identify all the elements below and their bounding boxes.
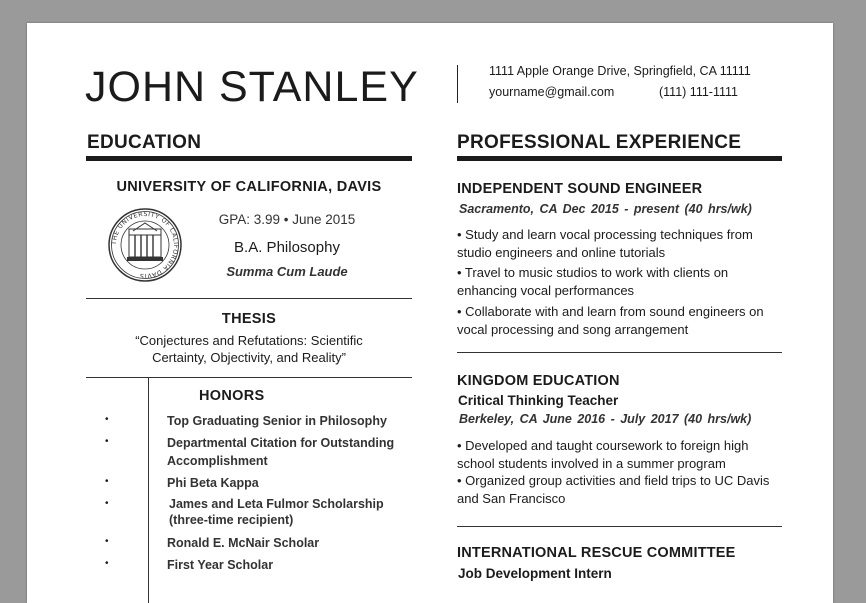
job-title: KINGDOM EDUCATION	[457, 373, 620, 389]
job-divider	[457, 352, 782, 353]
honor-item: Departmental Citation for Outstanding Accomplishment	[167, 436, 395, 468]
resume-page	[27, 23, 833, 603]
experience-rule	[457, 156, 782, 161]
job-meta: Berkeley, CA June 2016 - July 2017 (40 hrs/wk)	[459, 412, 752, 426]
email[interactable]: yourname@gmail.com	[489, 85, 615, 99]
thesis-line-1: “Conjectures and Refutations: Scientific	[135, 333, 363, 348]
job-bullet: • Developed and taught coursework to foreign high school students involved in a summer program	[457, 438, 749, 471]
job-divider	[457, 526, 782, 527]
job-role: Job Development Intern	[458, 566, 612, 581]
job-bullet: • Collaborate with and learn from sound engineers on vocal processing and song arrangement	[457, 304, 764, 337]
bullet-icon: •	[105, 536, 109, 547]
job-title: INTERNATIONAL RESCUE COMMITTEE	[457, 545, 736, 561]
thesis-title: THESIS	[221, 311, 277, 327]
bullet-icon: •	[105, 414, 109, 425]
bullet-icon: •	[105, 558, 109, 569]
thesis-line-2: Certainty, Objectivity, and Reality”	[152, 350, 346, 365]
seal-lettering: THE UNIVERSITY OF CALIFORNIA DAVIS	[110, 210, 180, 280]
job-bullet: • Travel to music studios to work with clients on enhancing vocal performances	[457, 265, 729, 298]
education-title: EDUCATION	[87, 132, 202, 153]
thesis-divider	[86, 298, 412, 299]
job-title: INDEPENDENT SOUND ENGINEER	[457, 181, 703, 197]
bullet-icon: •	[105, 436, 109, 447]
honor-item: Phi Beta Kappa	[167, 476, 259, 490]
candidate-name: JOHN STANLEY	[85, 63, 419, 111]
degree: B.A. Philosophy	[234, 239, 340, 256]
address: 1111 Apple Orange Drive, Springfield, CA 11111	[489, 64, 751, 78]
honor-item: First Year Scholar	[167, 558, 274, 572]
bullet-icon: •	[105, 476, 109, 487]
header-divider	[457, 65, 458, 103]
honor-item: Top Graduating Senior in Philosophy	[167, 414, 387, 428]
job-role: Critical Thinking Teacher	[458, 393, 619, 408]
school-name: UNIVERSITY OF CALIFORNIA, DAVIS	[116, 179, 382, 195]
job-bullet: • Study and learn vocal processing techniques from studio engineers and online tutorials	[457, 227, 753, 260]
bullet-icon: •	[105, 498, 109, 509]
honors-title: HONORS	[199, 388, 265, 404]
university-seal-icon	[107, 207, 183, 283]
education-rule	[86, 156, 412, 161]
gpa-date: GPA: 3.99 • June 2015	[218, 212, 356, 227]
job-bullet: • Organized group activities and field trips to UC Davis and San Francisco	[457, 473, 770, 506]
honors-divider	[86, 377, 412, 378]
honor-item: James and Leta Fulmor Scholarship (three-time recipient)	[169, 497, 384, 527]
latin-honors: Summa Cum Laude	[226, 264, 348, 279]
phone: (111) 111-1111	[659, 85, 738, 99]
honor-item: Ronald E. McNair Scholar	[167, 536, 320, 550]
experience-title: PROFESSIONAL EXPERIENCE	[457, 132, 742, 153]
honors-vertical-rule	[148, 377, 149, 603]
job-meta: Sacramento, CA Dec 2015 - present (40 hrs/wk)	[459, 202, 752, 216]
